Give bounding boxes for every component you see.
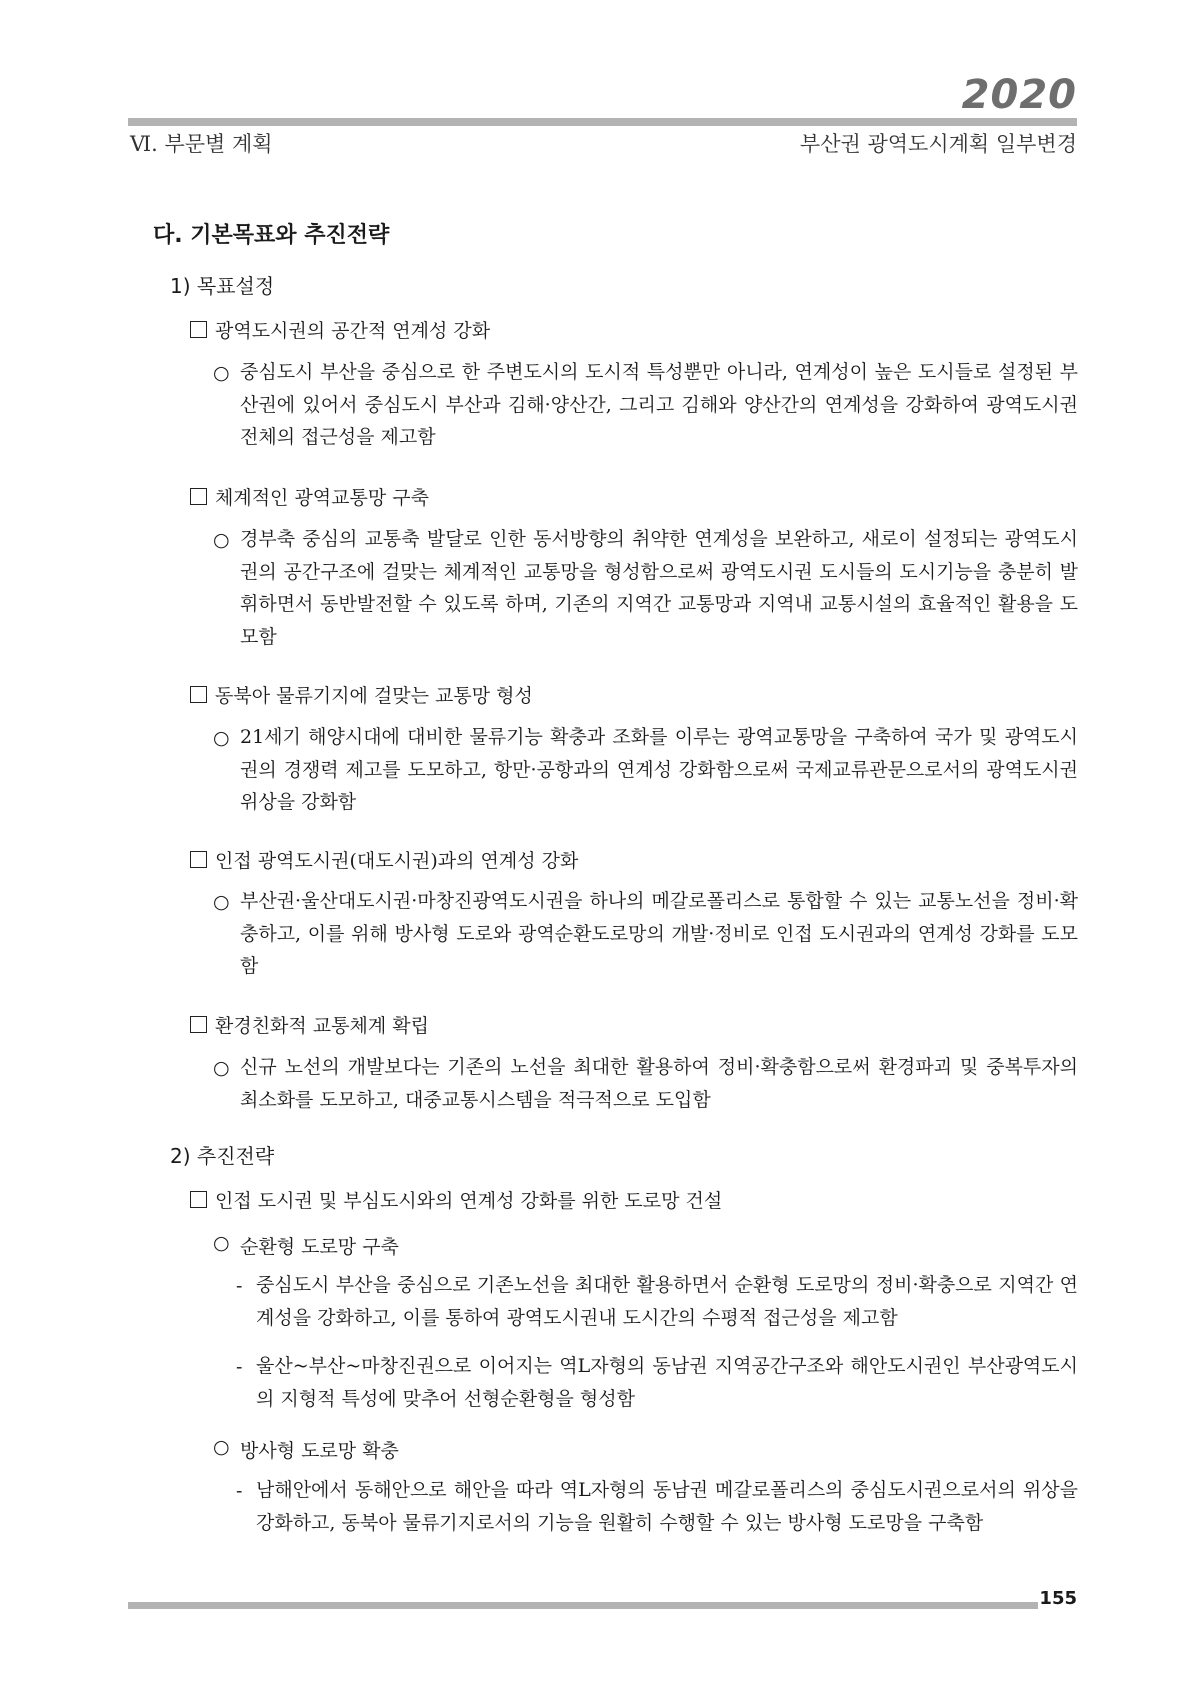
checkbox-square-icon: [190, 1016, 207, 1033]
circle-bullet-icon: ○: [213, 362, 230, 384]
goals-title: 1) 목표설정: [170, 274, 275, 298]
strategy-sub-title: 방사형 도로망 확충: [240, 1440, 399, 1462]
strategy-point: 중심도시 부산을 중심으로 기존노선을 최대한 활용하면서 순환형 도로망의 정비·확충으로 지역간 연계성을 강화하고, 이를 통하여 광역도시권내 도시간의 수평적 접근성을 제고함: [256, 1274, 1078, 1329]
header-section: Ⅵ. 부문별 계획: [130, 132, 273, 156]
dash-bullet-icon: -: [236, 1356, 243, 1378]
goal-heading: [190, 846, 578, 873]
strategy-heading: [190, 1186, 722, 1213]
checkbox-square-icon: [190, 686, 207, 703]
goal-paragraph: 중심도시 부산을 중심으로 한 주변도시의 도시적 특성뿐만 아니라, 연계성이 높은 도시들로 설정된 부산권에 있어서 중심도시 부산과 김해·양산간, 그리고 김해와 양산간의 연계성을 강화하여 광역도시권 전체의 접근성을 제고함: [240, 361, 1078, 448]
goal-paragraph: 신규 노선의 개발보다는 기존의 노선을 최대한 활용하여 정비·확충함으로써 환경파괴 및 중복투자의 최소화를 도모하고, 대중교통시스템을 적극적으로 도입함: [240, 1056, 1078, 1111]
circle-bullet-icon: ○: [213, 1057, 230, 1079]
dash-bullet-icon: -: [236, 1480, 243, 1502]
circle-bullet-icon: ○: [213, 891, 230, 913]
checkbox-square-icon: [190, 1191, 207, 1208]
page-number: 155: [1039, 1588, 1077, 1609]
goal-heading: [190, 483, 429, 510]
goal-heading: [190, 316, 490, 343]
checkbox-square-icon: [190, 488, 207, 505]
goal-heading-text: 광역도시권의 공간적 연계성 강화: [215, 320, 491, 342]
section-title: 다. 기본목표와 추진전략: [153, 223, 390, 248]
goal-paragraph: 경부축 중심의 교통축 발달로 인한 동서방향의 취약한 연계성을 보완하고, 새로이 설정되는 광역도시권의 공간구조에 걸맞는 체계적인 교통망을 형성함으로써 광역도시권 도시들의 도시기능을 충분히 발휘하면서 동반발전할 수 있도록 하며, 기존의 지역간 교통망과 지역내 교통시설의 효율적인 활용을 도모함: [240, 528, 1078, 648]
circle-bullet-icon: ○: [213, 1436, 230, 1458]
strategy-point: 남해안에서 동해안으로 해안을 따라 역L자형의 동남권 메갈로폴리스의 중심도시권으로서의 위상을 강화하고, 동북아 물류기지로서의 기능을 원활히 수행할 수 있는 방사형 도로망을 구축함: [256, 1479, 1078, 1534]
circle-bullet-icon: ○: [213, 727, 230, 749]
checkbox-square-icon: [190, 321, 207, 338]
goal-heading-text: 환경친화적 교통체계 확립: [215, 1015, 429, 1037]
header-doc-title: 부산권 광역도시계획 일부변경: [799, 132, 1077, 156]
strategy-title: 2) 추진전략: [170, 1144, 275, 1168]
circle-bullet-icon: ○: [213, 1232, 230, 1254]
goal-heading-text: 체계적인 광역교통망 구축: [215, 487, 429, 509]
circle-bullet-icon: ○: [213, 529, 230, 551]
goal-heading-text: 인접 광역도시권(대도시권)과의 연계성 강화: [215, 850, 579, 872]
strategy-sub-title: 순환형 도로망 구축: [240, 1236, 399, 1258]
checkbox-square-icon: [190, 851, 207, 868]
goal-heading: [190, 681, 533, 708]
goal-heading: [190, 1011, 429, 1038]
header-year: 2020: [961, 72, 1077, 118]
strategy-point: 울산~부산~마창진권으로 이어지는 역L자형의 동남권 지역공간구조와 해안도시권인 부산광역도시의 지형적 특성에 맞추어 선형순환형을 형성함: [256, 1355, 1078, 1410]
header-rule: [128, 118, 1077, 126]
goal-heading-text: 동북아 물류기지에 걸맞는 교통망 형성: [215, 685, 533, 707]
goal-paragraph: 21세기 해양시대에 대비한 물류기능 확충과 조화를 이루는 광역교통망을 구축하여 국가 및 광역도시권의 경쟁력 제고를 도모하고, 항만·공항과의 연계성 강화함으로써 국제교류관문으로서의 광역도시권 위상을 강화함: [240, 726, 1078, 813]
dash-bullet-icon: -: [236, 1275, 243, 1297]
goal-paragraph: 부산권·울산대도시권·마창진광역도시권을 하나의 메갈로폴리스로 통합할 수 있는 교통노선을 정비·확충하고, 이를 위해 방사형 도로와 광역순환도로망의 개발·정비로 인접 도시권과의 연계성 강화를 도모함: [240, 890, 1078, 977]
strategy-heading-text: 인접 도시권 및 부심도시와의 연계성 강화를 위한 도로망 건설: [215, 1190, 723, 1212]
footer-rule: [128, 1602, 1038, 1609]
